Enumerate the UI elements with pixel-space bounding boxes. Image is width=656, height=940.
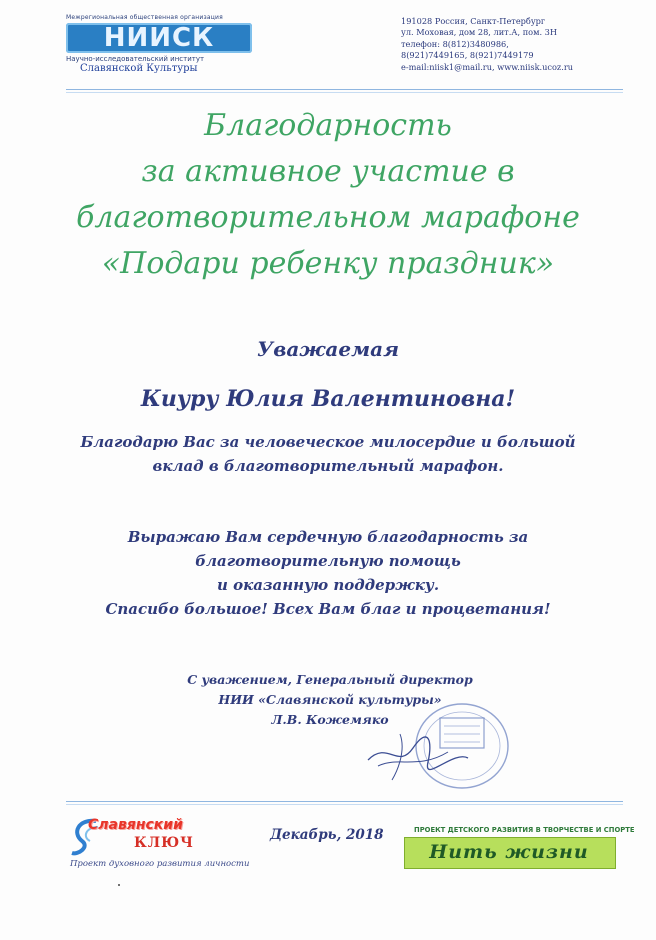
logo-left-line-3: Проект духовного развития личности: [70, 859, 250, 869]
footer-divider: [66, 801, 623, 802]
issue-date: Декабрь, 2018: [270, 827, 384, 843]
logo-right-top: ПРОЕКТ ДЕТСКОГО РАЗВИТИЯ В ТВОРЧЕСТВЕ И СПОРТЕ: [414, 826, 635, 834]
thread-of-life-logo: [404, 826, 635, 874]
logo-right-word: Нить жизни: [429, 841, 589, 863]
certificate-title: [30, 103, 626, 287]
paragraph-line: вклад в благотворительный марафон.: [152, 457, 504, 475]
contact-line: телефон: 8(812)3480986,: [401, 38, 509, 49]
signature-line: С уважением, Генеральный директор: [187, 672, 473, 687]
footer-divider-secondary: [66, 804, 623, 805]
contact-line: 191028 Россия, Санкт-Петербург: [401, 16, 546, 26]
logo-left-line-1: Славянский: [88, 817, 183, 833]
contact-line: ул. Моховая, дом 28, лит.А, пом. 3Н: [401, 27, 558, 38]
header-divider: [66, 89, 623, 90]
header-divider-secondary: [66, 92, 623, 93]
logo-subtitle-2: Славянской Культуры: [80, 63, 198, 74]
logo-left-line-2: КЛЮЧ: [134, 835, 194, 851]
salutation: Уважаемая: [256, 337, 399, 361]
recipient-name: Киуру Юлия Валентиновна!: [140, 386, 516, 412]
paragraph-line: и оказанную поддержку.: [216, 576, 440, 594]
signature-line: Л.В. Кожемяко: [271, 712, 389, 727]
slavic-key-logo: [68, 815, 250, 877]
scan-speck: [118, 884, 120, 886]
title-line: благотворительном марафоне: [76, 200, 580, 235]
institute-logo: [66, 14, 266, 84]
title-line: за активное участие в: [141, 154, 515, 189]
contact-line: 8(921)7449165, 8(921)7449179: [401, 50, 534, 61]
paragraph-line: Благодарю Вас за человеческое милосердие и большой: [80, 433, 576, 451]
gratitude-paragraph-2: [20, 525, 636, 621]
signature-line: НИИ «Славянской культуры»: [218, 692, 442, 707]
logo-wordmark: НИИСК: [66, 23, 252, 53]
logo-top-text: Межрегиональная общественная организация: [66, 14, 223, 21]
title-line: Благодарность: [204, 108, 452, 143]
title-line: «Подари ребенку праздник»: [101, 246, 555, 281]
paragraph-line: Спасибо большое! Всех Вам благ и процветания!: [105, 600, 551, 618]
stamp-and-signature-icon: [358, 700, 518, 796]
paragraph-line: благотворительную помощь: [195, 552, 461, 570]
contact-line: e-mail:niisk1@mail.ru, www.niisk.ucoz.ru: [401, 61, 574, 72]
logo-subtitle-1: Научно-исследовательский институт: [66, 55, 205, 63]
paragraph-line: Выражаю Вам сердечную благодарность за: [127, 528, 529, 546]
gratitude-paragraph-1: [20, 430, 636, 478]
contact-block: [401, 16, 616, 73]
